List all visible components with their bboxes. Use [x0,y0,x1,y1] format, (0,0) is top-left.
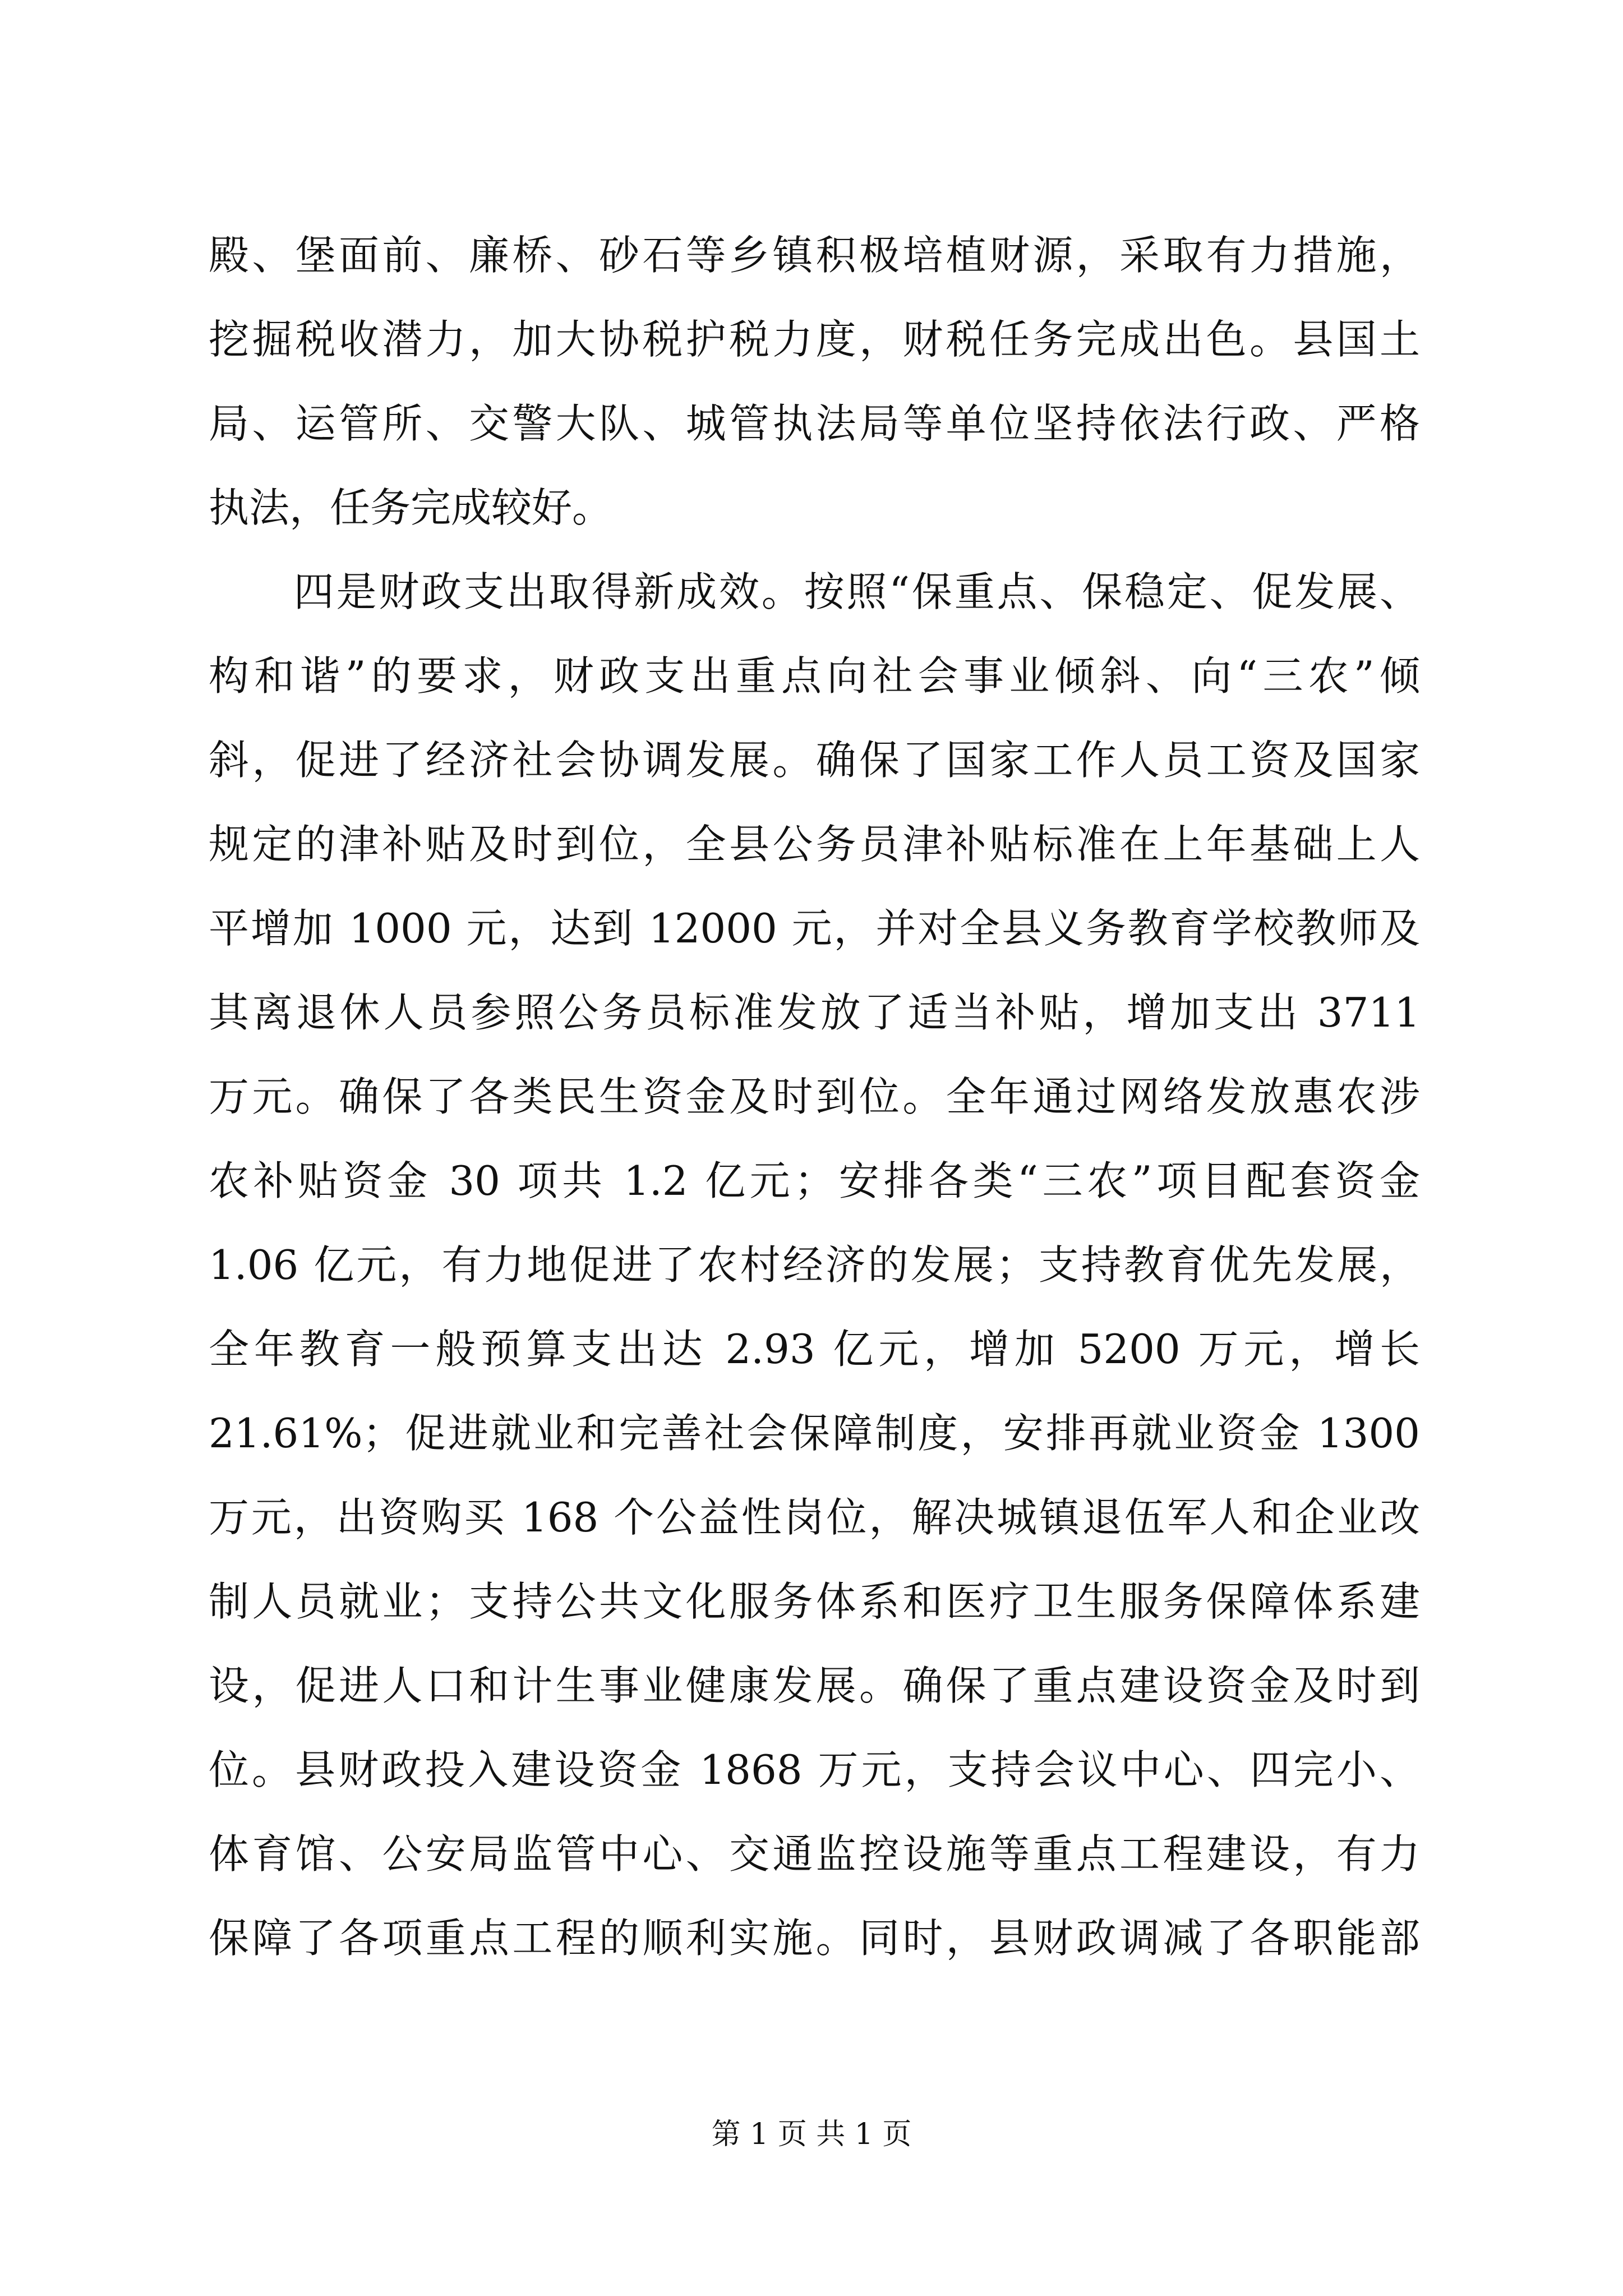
text-line: 挖掘税收潜力，加大协税护税力度，财税任务完成出色。县国土 [209,316,1420,363]
text-line: 保障了各项重点工程的顺利实施。同时，县财政调减了各职能部 [209,1915,1420,1962]
page-number-label: 第 1 页 共 1 页 [711,2118,912,2151]
text-line: 斜，促进了经济社会协调发展。确保了国家工作人员工资及国家 [209,737,1420,784]
text-line: 四是财政支出取得新成效。按照“保重点、保稳定、促发展、 [209,568,1420,615]
page-footer [0,2115,1623,2154]
text-line: 规定的津补贴及时到位，全县公务员津补贴标准在上年基础上人 [209,821,1420,868]
text-line: 执法，任务完成较好。 [209,484,613,531]
text-line: 体育馆、公安局监管中心、交通监控设施等重点工程建设，有力 [209,1830,1420,1878]
text-line: 其离退休人员参照公务员标准发放了适当补贴，增加支出 3711 [209,989,1420,1036]
text-line: 平增加 1000 元，达到 12000 元，并对全县义务教育学校教师及 [209,905,1420,952]
text-line: 制人员就业；支持公共文化服务体系和医疗卫生服务保障体系建 [209,1578,1420,1625]
text-line: 位。县财政投入建设资金 1868 万元，支持会议中心、四完小、 [209,1746,1420,1793]
text-line: 万元。确保了各类民生资金及时到位。全年通过网络发放惠农涉 [209,1073,1420,1120]
text-line: 21.61%；促进就业和完善社会保障制度，安排再就业资金 1300 [209,1410,1420,1457]
text-line: 万元，出资购买 168 个公益性岗位，解决城镇退伍军人和企业改 [209,1494,1420,1541]
text-line: 全年教育一般预算支出达 2.93 亿元，增加 5200 万元，增长 [209,1326,1420,1373]
text-line: 农补贴资金 30 项共 1.2 亿元；安排各类“三农”项目配套资金 [209,1157,1420,1204]
document-body [209,213,1420,1980]
text-line: 设，促进人口和计生事业健康发展。确保了重点建设资金及时到 [209,1662,1420,1709]
text-line: 1.06 亿元，有力地促进了农村经济的发展；支持教育优先发展， [209,1241,1420,1289]
text-line: 局、运管所、交警大队、城管执法局等单位坚持依法行政、严格 [209,400,1420,447]
text-line: 构和谐”的要求，财政支出重点向社会事业倾斜、向“三农”倾 [209,652,1420,700]
text-line: 殿、堡面前、廉桥、砂石等乡镇积极培植财源，采取有力措施， [209,232,1420,279]
